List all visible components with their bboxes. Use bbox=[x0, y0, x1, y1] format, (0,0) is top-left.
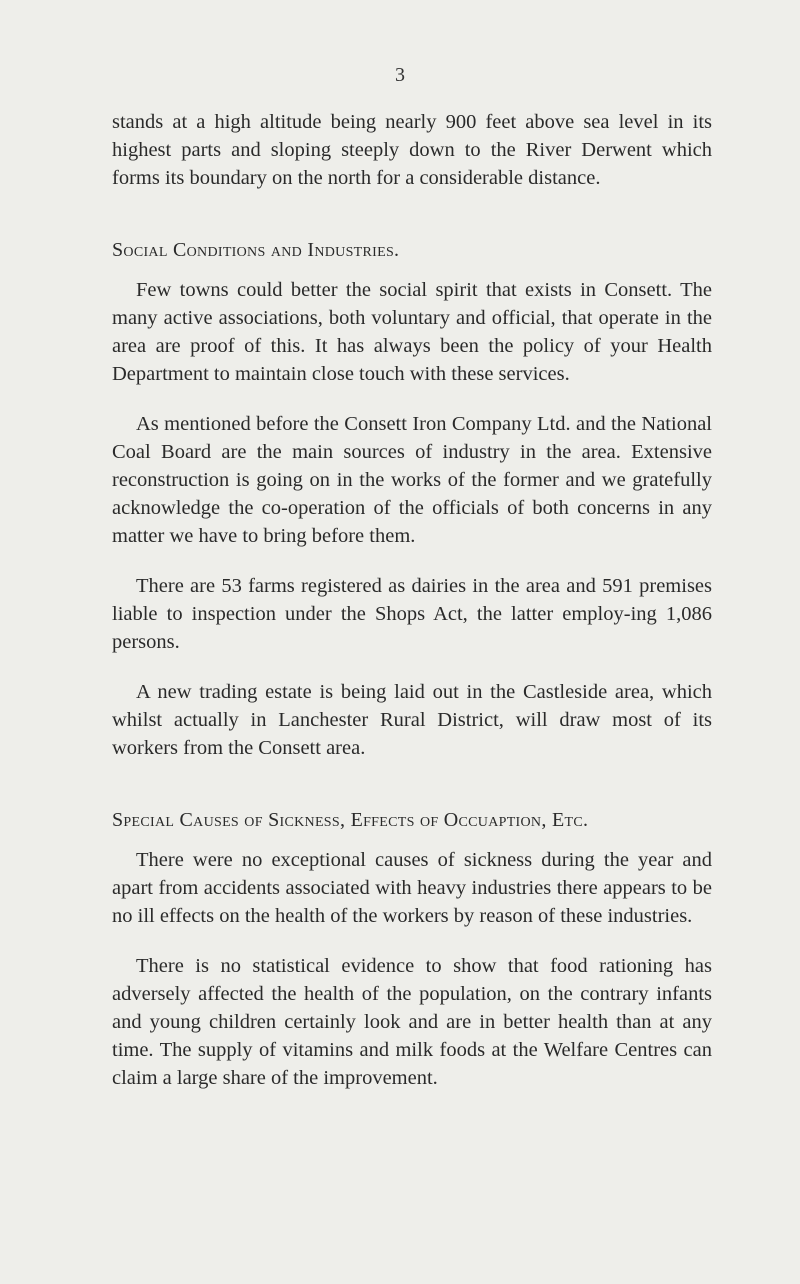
paragraph-industry-sources: As mentioned before the Consett Iron Company Ltd. and the National Coal Board are the main sources of industry in the area. Extensive reconstruction is going on in the works of the former and we gratefully acknowledge the co-operation of the officials of both concerns in any matter we have to bring before them. bbox=[112, 413, 712, 547]
page-body bbox=[112, 108, 712, 1092]
paragraph-exceptional-causes: There were no exceptional causes of sickness during the year and apart from accidents associated with heavy industries there appears to be no ill effects on the health of the workers by reason of these industries. bbox=[112, 849, 712, 927]
intro-paragraph: stands at a high altitude being nearly 900 feet above sea level in its highest parts and sloping steeply down to the River Derwent which forms its boundary on the north for a considerable distance. bbox=[112, 111, 712, 189]
paragraph-food-rationing: There is no statistical evidence to show that food rationing has adversely affected the health of the population, on the contrary infants and young children certainly look and are in better health than at any time. The supply of vitamins and milk foods at the Welfare Centres can claim a large share of the improvement. bbox=[112, 955, 712, 1089]
paragraph-trading-estate: A new trading estate is being laid out in the Castleside area, which whilst actually in Lanchester Rural District, will draw most of its workers from the Consett area. bbox=[112, 681, 712, 759]
paragraph-social-spirit: Few towns could better the social spirit that exists in Consett. The many active associations, both voluntary and official, that operate in the area are proof of this. It has always been the policy of your Health Department to maintain close touch with these services. bbox=[112, 279, 712, 385]
page-number: 3 bbox=[395, 64, 405, 86]
paragraph-farms-dairies: There are 53 farms registered as dairies in the area and 591 premises liable to inspection under the Shops Act, the latter employ-ing 1,086 persons. bbox=[112, 575, 712, 653]
section-heading-social-conditions: Social Conditions and Industries. bbox=[112, 239, 400, 261]
section-heading-special-causes: Special Causes of Sickness, Effects of Occuaption, Etc. bbox=[112, 809, 589, 831]
